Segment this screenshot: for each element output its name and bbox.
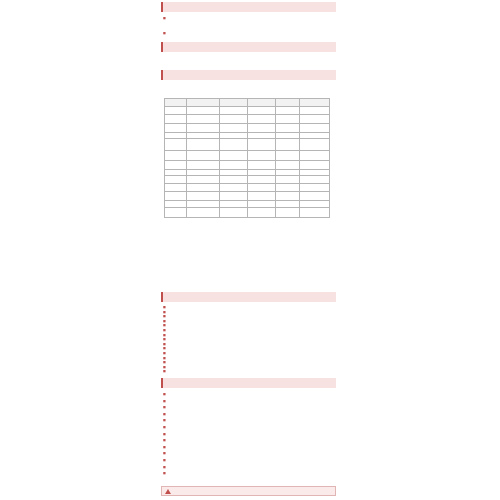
table-cell [165,115,187,124]
table-cell [220,139,248,151]
table-cell [187,151,220,161]
table-cell [187,107,220,115]
table-cell [165,184,187,192]
table-cell [220,115,248,124]
section-header-usage-method [161,42,336,52]
section-header-crops-usage [161,70,336,80]
table-cell [276,208,300,218]
table-row [165,201,330,208]
table-cell [187,115,220,124]
table-cell [187,208,220,218]
table-cell [165,192,187,201]
table-cell [248,201,276,208]
table-row [165,192,330,201]
table-cell [300,107,330,115]
table-cell [276,161,300,170]
table-cell [248,176,276,184]
table-cell [248,208,276,218]
table-cell [276,107,300,115]
table-row [165,208,330,218]
table-cell [220,208,248,218]
section-header-features [161,2,336,12]
table-cell [220,184,248,192]
section-header-safety-notes [161,378,336,388]
table-cell [276,192,300,201]
table-cell [187,192,220,201]
table-row [165,161,330,170]
table-cell [276,139,300,151]
table-header-count [276,99,300,107]
table-cell [276,184,300,192]
table-header-method [300,99,330,107]
table-cell [165,139,187,151]
table-cell [300,184,330,192]
table-cell [248,161,276,170]
table-row [165,124,330,133]
table-row [165,151,330,161]
section-header-effects-notes [161,292,336,302]
table-cell [248,139,276,151]
table-cell [300,161,330,170]
table-cell [187,161,220,170]
table-cell [165,151,187,161]
table-header-pest [187,99,220,107]
table-row [165,184,330,192]
table-cell [220,201,248,208]
table-row [165,176,330,184]
table-cell [248,192,276,201]
table-cell [165,124,187,133]
table-cell [220,107,248,115]
table-cell [276,115,300,124]
table-cell [165,201,187,208]
table-row [165,107,330,115]
table-cell [300,115,330,124]
table-cell [165,161,187,170]
table-cell [248,124,276,133]
table-cell [187,124,220,133]
table-cell [300,208,330,218]
table-cell [300,176,330,184]
table-header-dosage [220,99,248,107]
table-cell [187,184,220,192]
table-cell [300,201,330,208]
table-header-row [165,99,330,107]
table-cell [248,107,276,115]
table-cell [220,151,248,161]
table-cell [276,151,300,161]
table-cell [248,184,276,192]
application-table [164,98,330,218]
table-row [165,115,330,124]
table-cell [276,201,300,208]
footer-warning-bar [161,486,336,496]
table-cell [276,124,300,133]
warning-triangle-icon [165,489,171,494]
table-cell [187,201,220,208]
table-cell [187,139,220,151]
table-cell [248,151,276,161]
product-detail-page [161,2,336,498]
table-header-timing [248,99,276,107]
table-cell [248,115,276,124]
table-cell [220,161,248,170]
table-cell [165,208,187,218]
table-cell [220,176,248,184]
table-row [165,139,330,151]
table-cell [187,176,220,184]
table-cell [300,124,330,133]
table-cell [220,124,248,133]
table-cell [300,192,330,201]
table-cell [220,192,248,201]
table-cell [276,176,300,184]
table-cell [165,176,187,184]
table-cell [165,107,187,115]
table-cell [300,139,330,151]
table-cell [300,151,330,161]
table-header-crop [165,99,187,107]
